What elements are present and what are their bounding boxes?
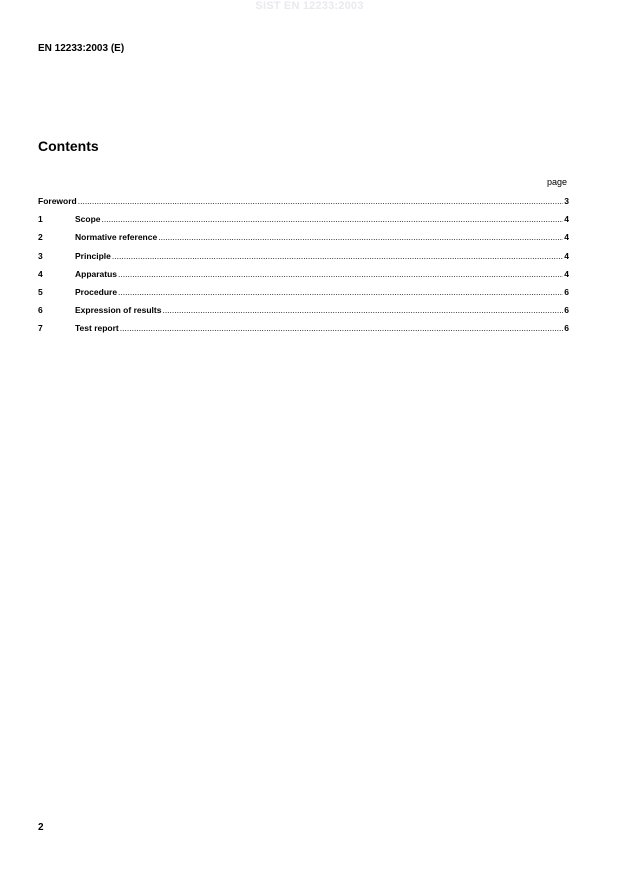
toc-entry-title: Procedure (75, 286, 118, 297)
toc-entry-scope[interactable] (38, 214, 569, 232)
toc-entry-page: 6 (564, 323, 569, 334)
toc-entry-test-report[interactable] (38, 323, 569, 341)
toc-leader-dots (158, 232, 563, 242)
toc-leader-dots (112, 251, 563, 261)
toc-entry-title: Apparatus (75, 268, 118, 279)
contents-heading: Contents (38, 138, 99, 154)
toc-entry-number: 5 (38, 286, 43, 297)
toc-entry-page: 6 (564, 305, 569, 316)
toc-entry-number: 1 (38, 214, 43, 225)
toc-entry-number: 3 (38, 250, 43, 261)
toc-entry-normative-reference[interactable] (38, 232, 569, 250)
document-id: EN 12233:2003 (E) (38, 43, 125, 54)
toc-entry-page: 4 (564, 268, 569, 279)
toc-entry-number: 6 (38, 305, 43, 316)
toc-entry-number: 2 (38, 232, 43, 243)
toc-entry-page: 6 (564, 286, 569, 297)
toc-entry-number: 7 (38, 323, 43, 334)
toc-entry-page: 4 (564, 250, 569, 261)
toc-leader-dots (162, 305, 563, 315)
toc-entry-apparatus[interactable] (38, 269, 569, 287)
toc-leader-dots (102, 214, 564, 224)
toc-entry-page: 4 (564, 214, 569, 225)
toc-entry-principle[interactable] (38, 251, 569, 269)
toc-entry-page: 3 (564, 196, 569, 206)
toc-leader-dots (120, 323, 563, 333)
watermark: SIST EN 12233:2003 (255, 0, 364, 12)
toc-entry-foreword[interactable] (38, 196, 569, 214)
toc-leader-dots (78, 196, 564, 206)
toc-leader-dots (118, 287, 563, 297)
toc-entry-title: Scope (75, 214, 101, 225)
table-of-contents (38, 196, 569, 342)
toc-entry-expression-of-results[interactable] (38, 305, 569, 323)
page-number: 2 (38, 822, 44, 833)
toc-entry-title: Foreword (38, 196, 77, 206)
toc-entry-procedure[interactable] (38, 287, 569, 305)
toc-entry-title: Expression of results (75, 305, 162, 316)
page-column-label: page (546, 177, 567, 187)
toc-entry-title: Normative reference (75, 232, 158, 243)
toc-leader-dots (118, 269, 563, 279)
toc-entry-number: 4 (38, 268, 43, 279)
toc-entry-title: Test report (75, 323, 119, 334)
toc-entry-title: Principle (75, 250, 111, 261)
toc-entry-page: 4 (564, 232, 569, 243)
